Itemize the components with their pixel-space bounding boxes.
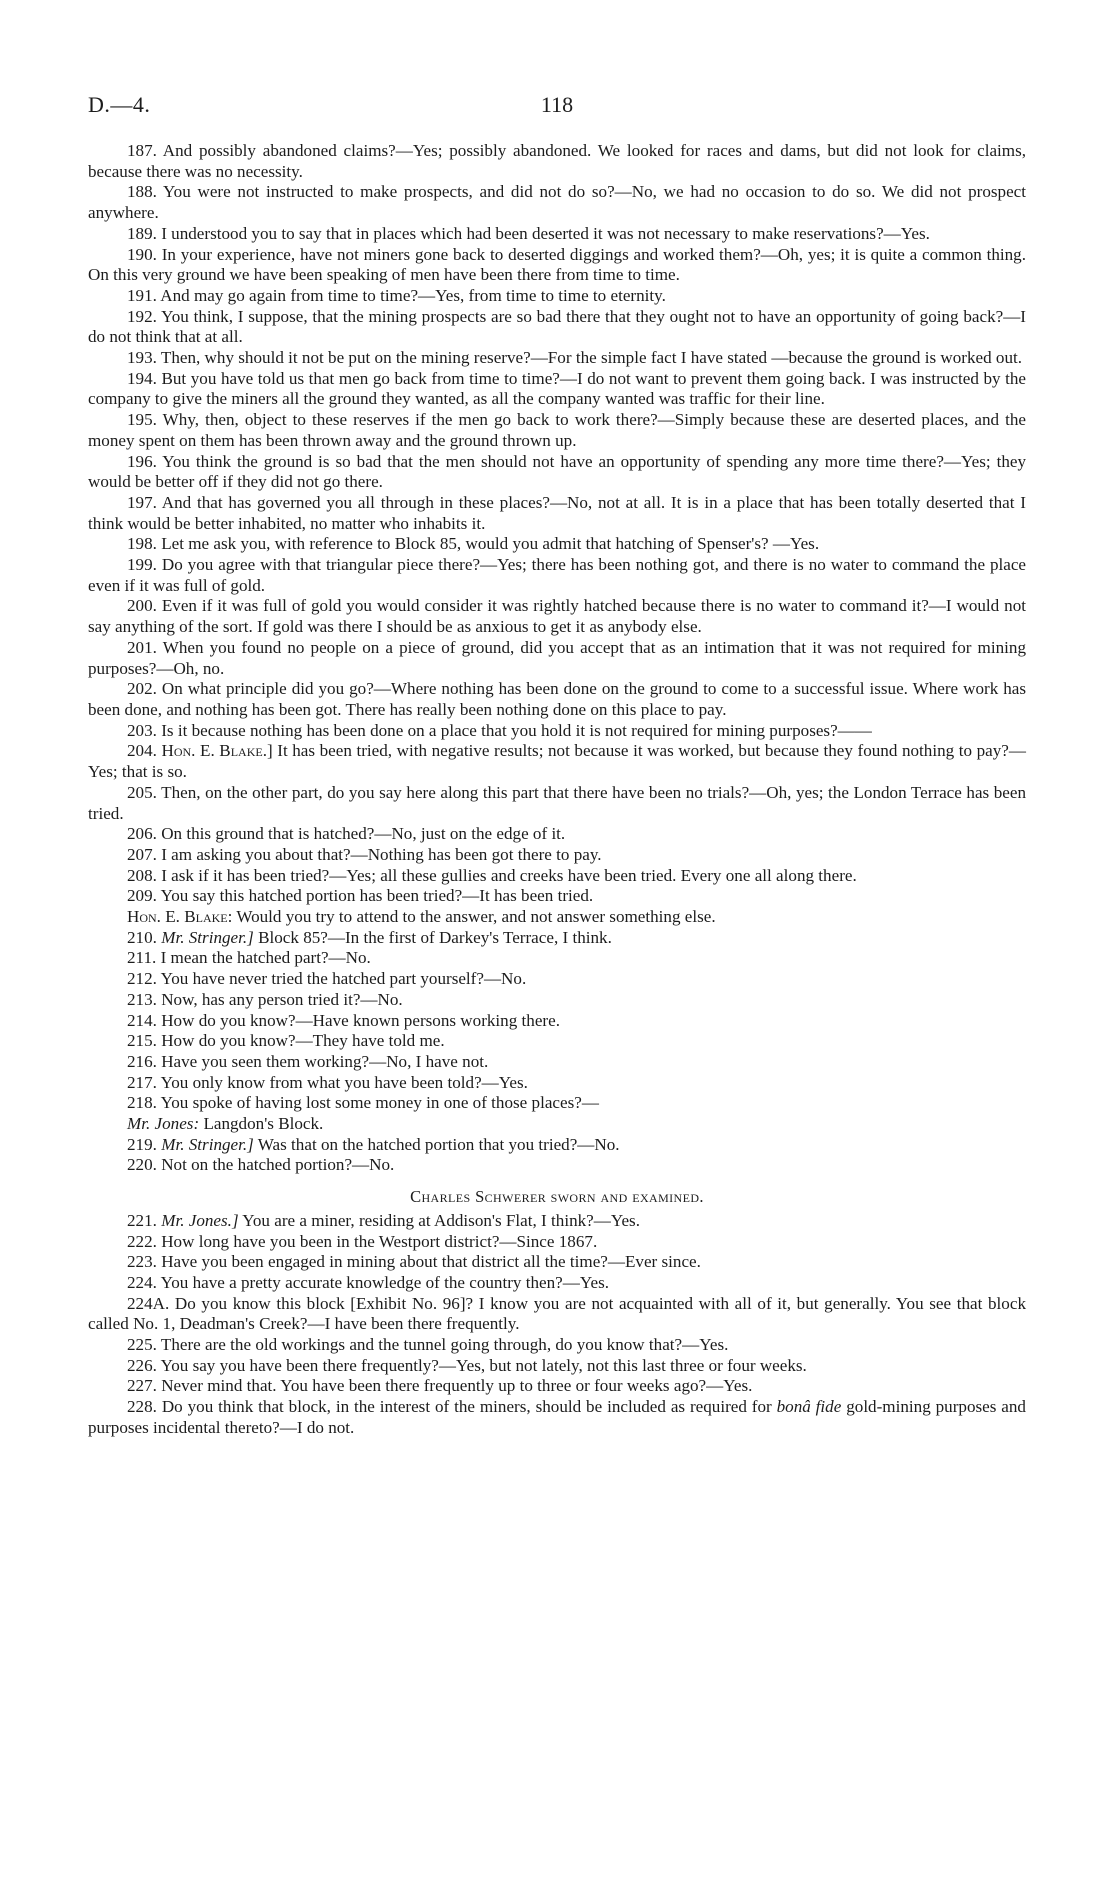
testimony-paragraph	[88, 245, 1026, 286]
paragraph-number: 208.	[127, 865, 157, 885]
testimony-paragraph	[88, 410, 1026, 451]
paragraph-text: How do you know?—They have told me.	[161, 1031, 445, 1051]
paragraph-number: 213.	[127, 989, 157, 1009]
paragraph-text: Do you agree with that triangular piece there?—Yes; there has been nothing got, and there is no water to command the place even if it was full of gold.	[88, 555, 1026, 595]
paragraph-number: 215.	[127, 1031, 157, 1051]
paragraph-number: 188.	[127, 182, 157, 202]
paragraph-text: Why, then, object to these reserves if the men go back to work there?—Simply because these are deserted places, and the money spent on them has been thrown away and the ground thrown up.	[88, 410, 1026, 450]
paragraph-number: 192.	[127, 306, 157, 326]
testimony-group-a	[88, 141, 1026, 741]
testimony-group-d	[88, 1232, 1026, 1398]
paragraph-text: How do you know?—Have known persons working there.	[161, 1010, 560, 1030]
paragraph-text: Never mind that. You have been there frequently up to three or four weeks ago?—Yes.	[161, 1376, 753, 1396]
testimony-paragraph	[88, 1011, 1026, 1032]
paragraph-text: In your experience, have not miners gone back to deserted diggings and worked them?—Oh, yes; it is quite a common thing. On this very ground we have been speaking of men have been there from time to time.	[88, 244, 1026, 285]
testimony-paragraph	[88, 866, 1026, 887]
paragraph-number: 217.	[127, 1072, 157, 1092]
paragraph-number: 187.	[127, 141, 157, 160]
document-reference: D.—4.	[88, 92, 151, 117]
testimony-paragraph-219	[88, 1135, 1026, 1156]
paragraph-number: 201.	[127, 637, 157, 657]
paragraph-text: And possibly abandoned claims?—Yes; possibly abandoned. We looked for races and dams, but did not look for claims, because there was no necessity.	[88, 141, 1026, 181]
testimony-paragraph	[88, 224, 1026, 245]
paragraph-number: 225.	[127, 1335, 157, 1355]
remark-text: Langdon's Block.	[203, 1114, 324, 1134]
paragraph-number: 197.	[127, 492, 157, 512]
paragraph-text: You think the ground is so bad that the men should not have an opportunity of spending any more time there?—Yes; they would be better off if they did not go there.	[88, 451, 1026, 492]
testimony-paragraph	[88, 783, 1026, 824]
paragraph-number: 223.	[127, 1252, 157, 1272]
testimony-paragraph	[88, 1093, 1026, 1114]
testimony-paragraph	[88, 534, 1026, 555]
testimony-paragraph	[88, 596, 1026, 637]
witness-heading: Charles Schwerer sworn and examined.	[410, 1187, 704, 1207]
paragraph-text: You say you have been there frequently?—Yes, but not lately, not this last three or four weeks.	[160, 1355, 807, 1375]
testimony-paragraph	[88, 845, 1026, 866]
testimony-paragraph	[88, 638, 1026, 679]
paragraph-number: 203.	[127, 720, 157, 740]
paragraph-text: Block 85?—In the first of Darkey's Terrace, I think.	[258, 927, 612, 947]
paragraph-number: 224A.	[127, 1293, 170, 1313]
testimony-paragraph-210	[88, 928, 1026, 949]
testimony-paragraph	[88, 1031, 1026, 1052]
paragraph-text: Have you been engaged in mining about that district all the time?—Ever since.	[161, 1252, 701, 1272]
paragraph-text: There are the old workings and the tunnel going through, do you know that?—Yes.	[160, 1335, 729, 1355]
testimony-paragraph	[88, 369, 1026, 410]
paragraph-number: 196.	[127, 451, 157, 471]
paragraph-text: You only know from what you have been told?—Yes.	[160, 1072, 528, 1092]
paragraph-text: You say this hatched portion has been tried?—It has been tried.	[160, 886, 594, 906]
paragraph-number: 204.	[127, 741, 157, 761]
paragraph-number: 228.	[127, 1397, 157, 1417]
testimony-paragraph-228	[88, 1397, 1026, 1438]
testimony-paragraph	[88, 948, 1026, 969]
testimony-paragraph	[88, 182, 1026, 223]
paragraph-number: 206.	[127, 824, 157, 844]
paragraph-number: 220.	[127, 1155, 157, 1175]
paragraph-number: 212.	[127, 969, 157, 989]
paragraph-text: Let me ask you, with reference to Block 85, would you admit that hatching of Spenser's? —Yes.	[161, 534, 820, 554]
speaker-label: Hon. E. Blake.]	[161, 741, 273, 761]
testimony-paragraph	[88, 886, 1026, 907]
paragraph-number: 219.	[127, 1134, 157, 1154]
paragraph-text-continued: gold-mining purposes and purposes incidental thereto?—I do not.	[88, 1397, 1026, 1437]
testimony-paragraph	[88, 1356, 1026, 1377]
paragraph-text: Then, why should it not be put on the mining reserve?—For the simple fact I have stated —because the ground is worked out.	[160, 348, 1023, 368]
paragraph-text: It has been tried, with negative results; not because it was worked, but because they found nothing to pay?—Yes; that is so.	[88, 741, 1026, 782]
paragraph-number: 207.	[127, 844, 157, 864]
testimony-paragraph	[88, 452, 1026, 493]
speaker-label: Mr. Stringer.]	[161, 1134, 254, 1154]
testimony-paragraph	[88, 1052, 1026, 1073]
paragraph-text: Do you know this block [Exhibit No. 96]? I know you are not acquainted with all of it, but generally. You see that block called No. 1, Deadman's Creek?—I have been there frequently.	[88, 1293, 1026, 1334]
paragraph-text: Do you think that block, in the interest of the miners, should be included as required for	[161, 1397, 772, 1417]
paragraph-number: 195.	[127, 410, 157, 430]
testimony-paragraph	[88, 1335, 1026, 1356]
paragraph-number: 209.	[127, 886, 157, 906]
paragraph-number: 191.	[127, 285, 157, 305]
italic-phrase: bonâ fide	[776, 1397, 842, 1417]
paragraph-number: 221.	[127, 1210, 157, 1230]
speaker-label: Mr. Jones:	[127, 1114, 200, 1134]
paragraph-text: You have never tried the hatched part yourself?—No.	[160, 969, 527, 989]
testimony-paragraph	[88, 721, 1026, 742]
paragraph-text: And may go again from time to time?—Yes, from time to time to eternity.	[160, 285, 666, 305]
paragraph-text: I am asking you about that?—Nothing has been got there to pay.	[161, 844, 602, 864]
paragraph-text: You spoke of having lost some money in one of those places?—	[160, 1093, 599, 1113]
testimony-paragraph	[88, 969, 1026, 990]
paragraph-text: I understood you to say that in places which had been deserted it was not necessary to make reservations?—Yes.	[161, 223, 930, 243]
paragraph-text: On this ground that is hatched?—No, just on the edge of it.	[161, 824, 566, 844]
testimony-group-c	[88, 948, 1026, 1114]
testimony-paragraph	[88, 493, 1026, 534]
paragraph-number: 199.	[127, 555, 157, 575]
paragraph-number: 193.	[127, 348, 157, 368]
page-number: 118	[540, 92, 574, 117]
paragraph-text: You were not instructed to make prospects, and did not do so?—No, we had no occasion to do so. We did not prospect anywhere.	[88, 182, 1026, 223]
paragraph-number: 198.	[127, 534, 157, 554]
paragraph-text: Now, has any person tried it?—No.	[161, 989, 403, 1009]
testimony-paragraph	[88, 1252, 1026, 1273]
testimony-paragraph	[88, 1376, 1026, 1397]
testimony-paragraph	[88, 824, 1026, 845]
testimony-paragraph	[88, 348, 1026, 369]
paragraph-number: 210.	[127, 927, 157, 947]
paragraph-number: 226.	[127, 1355, 157, 1375]
speaker-remark-jones	[88, 1114, 1026, 1135]
paragraph-text: I ask if it has been tried?—Yes; all these gullies and creeks have been tried. Every one all along there.	[161, 865, 857, 885]
page-body	[88, 141, 1026, 1439]
paragraph-text: You have a pretty accurate knowledge of the country then?—Yes.	[160, 1272, 609, 1292]
paragraph-text: You think, I suppose, that the mining prospects are so bad there that they ought not to have an opportunity of going back?—I do not think that at all.	[88, 306, 1027, 347]
paragraph-number: 190.	[127, 244, 157, 264]
testimony-group-b	[88, 783, 1026, 907]
paragraph-number: 205.	[127, 782, 157, 802]
testimony-paragraph-204	[88, 741, 1026, 782]
paragraph-number: 194.	[127, 368, 157, 388]
speaker-label: Mr. Stringer.]	[161, 927, 254, 947]
page-header	[88, 92, 1026, 126]
paragraph-text: Then, on the other part, do you say here along this part that there have been no trials?—Oh, yes; the London Terrace has been tried.	[88, 782, 1027, 823]
paragraph-number: 202.	[127, 679, 157, 699]
paragraph-text: I mean the hatched part?—No.	[160, 948, 371, 968]
paragraph-number: 227.	[127, 1376, 157, 1396]
testimony-paragraph	[88, 286, 1026, 307]
testimony-paragraph	[88, 1294, 1026, 1335]
testimony-paragraph-220	[88, 1155, 1026, 1176]
paragraph-number: 189.	[127, 223, 157, 243]
testimony-paragraph-221	[88, 1211, 1026, 1232]
remark-text: Would you try to attend to the answer, and not answer something else.	[236, 907, 716, 927]
paragraph-number: 211.	[127, 948, 157, 968]
testimony-paragraph	[88, 555, 1026, 596]
paragraph-text: On what principle did you go?—Where nothing has been done on the ground to come to a successful issue. Where work has been done, and nothing has been got. There has really been nothing done on this place to pay.	[88, 679, 1027, 719]
paragraph-text: When you found no people on a piece of ground, did you accept that as an intimation that it was not required for mining purposes?—Oh, no.	[88, 637, 1026, 678]
paragraph-text: You are a miner, residing at Addison's Flat, I think?—Yes.	[242, 1210, 640, 1230]
paragraph-text: Was that on the hatched portion that you tried?—No.	[257, 1134, 620, 1154]
paragraph-number: 200.	[127, 596, 157, 616]
testimony-paragraph	[88, 679, 1026, 720]
paragraph-text: And that has governed you all through in these places?—No, not at all. It is in a place that has been totally deserted that I think would be better inhabited, no matter who inhabits it.	[88, 492, 1026, 533]
paragraph-text: Have you seen them working?—No, I have not.	[161, 1051, 489, 1071]
paragraph-text: Not on the hatched portion?—No.	[161, 1155, 395, 1175]
paragraph-text: But you have told us that men go back from time to time?—I do not want to prevent them going back. I was instructed by the company to give the miners all the ground they wanted, as all the company wanted was traffic for their line.	[88, 368, 1026, 409]
paragraph-number: 222.	[127, 1231, 157, 1251]
testimony-paragraph	[88, 307, 1026, 348]
paragraph-text: Is it because nothing has been done on a place that you hold it is not required for mining purposes?——	[161, 720, 872, 740]
paragraph-text: How long have you been in the Westport district?—Since 1867.	[161, 1231, 598, 1251]
speaker-label: Mr. Jones.]	[161, 1210, 239, 1230]
testimony-paragraph	[88, 1273, 1026, 1294]
paragraph-text: Even if it was full of gold you would consider it was rightly hatched because there is no water to command it?—I would not say anything of the sort. If gold was there I should be as anxious to get it as anybody else.	[88, 596, 1026, 637]
testimony-paragraph	[88, 1073, 1026, 1094]
testimony-paragraph	[88, 990, 1026, 1011]
speaker-label: Hon. E. Blake:	[127, 907, 233, 927]
paragraph-number: 218.	[127, 1093, 157, 1113]
testimony-paragraph	[88, 141, 1026, 182]
speaker-remark-blake	[88, 907, 1026, 928]
paragraph-number: 224.	[127, 1272, 157, 1292]
paragraph-number: 216.	[127, 1051, 157, 1071]
paragraph-number: 214.	[127, 1010, 157, 1030]
testimony-paragraph	[88, 1232, 1026, 1253]
